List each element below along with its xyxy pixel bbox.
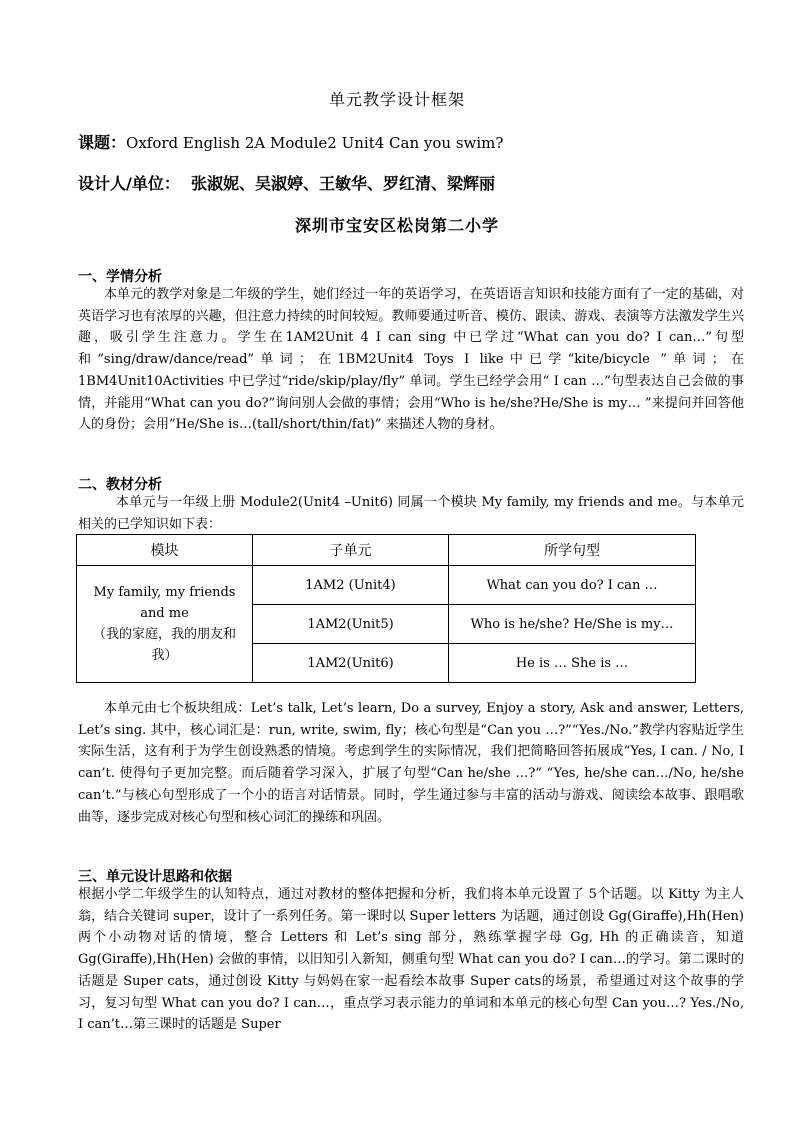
- table-header: 子单元: [253, 535, 449, 566]
- pattern-cell: What can you do? I can …: [449, 566, 696, 605]
- pattern-cell: Who is he/she? He/She is my…: [449, 605, 696, 644]
- unit-cell: 1AM2 (Unit4): [253, 566, 449, 605]
- table-header: 模块: [77, 535, 253, 566]
- section1-heading: 一、学情分析: [78, 269, 162, 285]
- table-header-row: [77, 535, 696, 566]
- section2-paragraph: 本单元由七个板块组成：Let’s talk, Let’s learn, Do a survey, Enjoy a story, Ask and answer, Letters, Let’s sing. 其中，核心词汇是：run, write, swim, fly；核心句型是“Can you …?”“Yes./No.”教学内容贴近学生实际生活，这有利于为学生创设熟悉的情境。考虑到学生的实际情况，我们把简略回答拓展成“Yes, I can. / No, I can’t. 使得句子更加完整。而后随着学习深入，扩展了句型“Can he/she …?” “Yes, he/she can…/No, he/she can’t.”与核心句型形成了一个小的语言对话情景。同时，学生通过参与丰富的活动与游戏、阅读绘本故事、跟唱歌曲等，逐步完成对核心句型和核心词汇的操练和巩固。: [78, 701, 744, 825]
- module-name-cn: （我的家庭，我的朋友和我）: [92, 627, 236, 663]
- designers-line: [78, 171, 495, 194]
- designers-value: 张淑妮、吴淑婷、王敏华、罗红清、梁辉丽: [191, 174, 496, 193]
- topic-line: [78, 130, 503, 153]
- module-name-en: My family, my friends and me: [93, 585, 236, 621]
- section3-heading: 三、单元设计思路和依据: [78, 869, 232, 885]
- designers-label: 设计人/单位：: [78, 174, 180, 193]
- section1-paragraph: 本单元的教学对象是二年级的学生，她们经过一年的英语学习，在英语语言知识和技能方面有了一定的基础，对英语学习也有浓厚的兴趣，但注意力持续的时间较短。教师要通过听音、模仿、跟读、游戏、表演等方法激发学生兴趣，吸引学生注意力。学生在1AM2Unit 4 I can sing 中已学过“What can you do? I can…”句型和“sing/draw/dance/read”单词；在1BM2Unit4 Toys I like中已学“kite/bicycle ”单词；在1BM4Unit10Activities 中已学过“ride/skip/play/fly” 单词。学生已经学会用“ I can …”句型表达自己会做的事情，并能用“What can you do?”询问别人会做的事情；会用“Who is he/she?He/She is my… ”来提问并回答他人的身份；会用”He/She is…(tall/short/thin/fat)” 来描述人物的身材。: [78, 287, 744, 433]
- unit-cell: 1AM2(Unit5): [253, 605, 449, 644]
- unit-cell: 1AM2(Unit6): [253, 644, 449, 683]
- pattern-cell: He is … She is …: [449, 644, 696, 683]
- school-name: 深圳市宝安区松岗第二小学: [294, 216, 499, 235]
- topic-value: Oxford English 2A Module2 Unit4 Can you swim?: [126, 134, 504, 152]
- module-cell: [77, 566, 253, 683]
- doc-title: 单元教学设计框架: [328, 90, 465, 109]
- section2-intro: 本单元与一年级上册 Module2(Unit4 –Unit6) 同属一个模块 My family, my friends and me。与本单元相关的已学知识如下表：: [78, 495, 744, 532]
- section2-heading: 二、教材分析: [78, 477, 162, 493]
- section3-paragraph: 根据小学二年级学生的认知特点，通过对教材的整体把握和分析，我们将本单元设置了 5个话题。以 Kitty 为主人翁，结合关键词 super，设计了一系列任务。第一课时以 Super letters 为话题，通过创设 Gg(Giraffe),Hh(Hen) 两个小动物对话的情境，整合 Letters 和 Let’s sing 部分，熟练掌握字母 Gg, Hh 的正确读音，知道 Gg(Giraffe),Hh(Hen) 会做的事情，以旧知引入新知，侧重句型 What can you do? I can…的学习。第二课时的话题是 Super cats，通过创设 Kitty 与妈妈在家一起看绘本故事 Super cats的场景，希望通过对这个故事的学习，复习句型 What can you do? I can…，重点学习表示能力的单词和本单元的核心句型 Can you…? Yes./No, I can’t…第三课时的话题是 Super: [78, 887, 744, 1033]
- table-row: [77, 566, 696, 605]
- prior-knowledge-table: [76, 534, 696, 683]
- topic-label: 课题：: [78, 133, 127, 152]
- table-header: 所学句型: [449, 535, 696, 566]
